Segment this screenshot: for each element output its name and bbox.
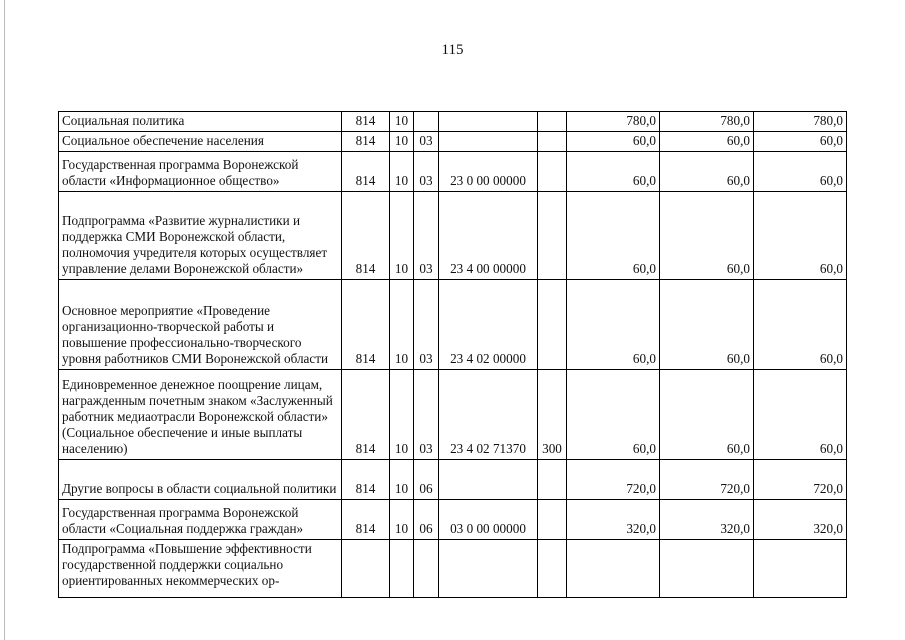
section-code: 10 (390, 152, 414, 192)
target-article-code: 23 4 02 00000 (439, 280, 538, 370)
table-row (59, 152, 847, 192)
amount-year-3: 60,0 (754, 132, 847, 152)
subsection-code: 03 (414, 370, 439, 460)
subsection-code (414, 540, 439, 598)
target-article-code: 23 0 00 00000 (439, 152, 538, 192)
ministry-code (342, 540, 390, 598)
amount-year-2: 60,0 (660, 132, 754, 152)
row-name: Социальное обеспечение населения (59, 132, 342, 152)
page-number: 115 (441, 42, 464, 58)
section-code: 10 (390, 112, 414, 132)
amount-year-1: 60,0 (567, 280, 660, 370)
ministry-code: 814 (342, 370, 390, 460)
row-name: Подпрограмма «Повышение эффективности государственной поддержки социально ориентированных некоммерческих ор- (59, 540, 342, 598)
target-article-code: 03 0 00 00000 (439, 500, 538, 540)
section-code: 10 (390, 460, 414, 500)
target-article-code (439, 132, 538, 152)
table-row (59, 540, 847, 598)
ministry-code: 814 (342, 460, 390, 500)
expense-type-code (538, 280, 567, 370)
subsection-code: 03 (414, 280, 439, 370)
table-row (59, 280, 847, 370)
row-name: Подпрограмма «Развитие журналистики и поддержка СМИ Воронежской области, полномочия учредителя которых осуществляет управление делами Воронежской области» (59, 192, 342, 280)
subsection-code (414, 112, 439, 132)
ministry-code: 814 (342, 132, 390, 152)
expense-type-code (538, 112, 567, 132)
amount-year-3: 60,0 (754, 152, 847, 192)
ministry-code: 814 (342, 152, 390, 192)
amount-year-3: 60,0 (754, 192, 847, 280)
amount-year-1: 780,0 (567, 112, 660, 132)
target-article-code: 23 4 02 71370 (439, 370, 538, 460)
amount-year-3: 60,0 (754, 280, 847, 370)
amount-year-3: 320,0 (754, 500, 847, 540)
table-row (59, 192, 847, 280)
target-article-code (439, 460, 538, 500)
amount-year-2: 60,0 (660, 370, 754, 460)
amount-year-1: 60,0 (567, 132, 660, 152)
expense-type-code (538, 500, 567, 540)
expense-type-code (538, 460, 567, 500)
subsection-code: 06 (414, 500, 439, 540)
row-name: Единовременное денежное поощрение лицам, награжденным почетным знаком «Заслуженный работник медиаотрасли Воронежской области» (Социальное обеспечение и иные выплаты населению) (59, 370, 342, 460)
expense-type-code (538, 540, 567, 598)
amount-year-3: 60,0 (754, 370, 847, 460)
amount-year-1: 320,0 (567, 500, 660, 540)
section-code (390, 540, 414, 598)
section-code: 10 (390, 192, 414, 280)
table-body (59, 112, 847, 598)
table-row (59, 460, 847, 500)
amount-year-1: 60,0 (567, 370, 660, 460)
target-article-code (439, 540, 538, 598)
amount-year-1 (567, 540, 660, 598)
section-code: 10 (390, 370, 414, 460)
amount-year-1: 60,0 (567, 152, 660, 192)
budget-table (58, 111, 847, 598)
row-name: Государственная программа Воронежской области «Информационное общество» (59, 152, 342, 192)
amount-year-1: 60,0 (567, 192, 660, 280)
row-name: Основное мероприятие «Проведение организационно-творческой работы и повышение профессионально-творческого уровня работников СМИ Воронежской области (59, 280, 342, 370)
table-row (59, 112, 847, 132)
subsection-code: 03 (414, 192, 439, 280)
expense-type-code: 300 (538, 370, 567, 460)
subsection-code: 03 (414, 132, 439, 152)
subsection-code: 06 (414, 460, 439, 500)
row-name: Государственная программа Воронежской области «Социальная поддержка граждан» (59, 500, 342, 540)
table-row (59, 500, 847, 540)
amount-year-1: 720,0 (567, 460, 660, 500)
amount-year-2: 60,0 (660, 192, 754, 280)
expense-type-code (538, 192, 567, 280)
scan-edge-line (4, 0, 5, 640)
ministry-code: 814 (342, 280, 390, 370)
target-article-code: 23 4 00 00000 (439, 192, 538, 280)
amount-year-2: 720,0 (660, 460, 754, 500)
target-article-code (439, 112, 538, 132)
amount-year-2: 60,0 (660, 152, 754, 192)
subsection-code: 03 (414, 152, 439, 192)
amount-year-2: 320,0 (660, 500, 754, 540)
amount-year-2: 780,0 (660, 112, 754, 132)
section-code: 10 (390, 132, 414, 152)
amount-year-3: 780,0 (754, 112, 847, 132)
row-name: Другие вопросы в области социальной политики (59, 460, 342, 500)
amount-year-2: 60,0 (660, 280, 754, 370)
ministry-code: 814 (342, 112, 390, 132)
ministry-code: 814 (342, 192, 390, 280)
amount-year-2 (660, 540, 754, 598)
table-row (59, 132, 847, 152)
section-code: 10 (390, 500, 414, 540)
row-name: Социальная политика (59, 112, 342, 132)
amount-year-3 (754, 540, 847, 598)
section-code: 10 (390, 280, 414, 370)
amount-year-3: 720,0 (754, 460, 847, 500)
expense-type-code (538, 132, 567, 152)
ministry-code: 814 (342, 500, 390, 540)
table-row (59, 370, 847, 460)
expense-type-code (538, 152, 567, 192)
